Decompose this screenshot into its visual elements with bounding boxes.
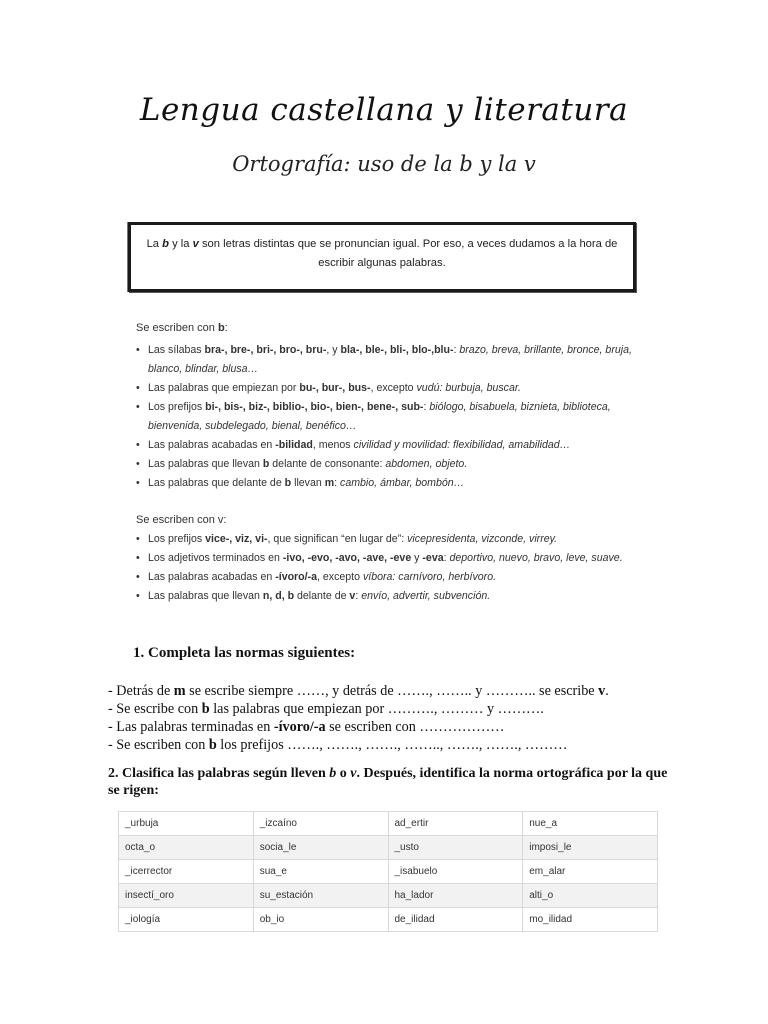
rule-text: : xyxy=(423,401,430,413)
rule-text: : xyxy=(355,590,362,602)
rule-keyword: bra-, bre-, bri-, bro-, bru- xyxy=(204,344,327,356)
rule-keyword: vice-, viz, vi- xyxy=(205,533,268,545)
line-text: - Se escribe con xyxy=(108,701,202,717)
word-table xyxy=(118,811,658,932)
rule-example: envío, advertir, subvención. xyxy=(361,590,491,602)
table-cell: octa_o xyxy=(119,836,254,860)
table-cell: su_estación xyxy=(253,884,388,908)
intro-box xyxy=(128,222,636,292)
line-text: - Se escriben con xyxy=(108,737,209,753)
rule-text: : xyxy=(334,477,341,489)
bullet-icon: • xyxy=(136,439,140,451)
rule-item xyxy=(132,587,632,606)
rule-text: Las sílabas xyxy=(148,344,205,356)
table-cell: socia_le xyxy=(253,836,388,860)
rule-keyword: b xyxy=(284,477,292,489)
line-text: se escribe siempre ……, y detrás de ……., …….. y ……….. se escribe xyxy=(185,683,599,699)
rule-text: , y xyxy=(326,344,341,356)
bullet-icon: • xyxy=(136,477,140,489)
rule-keyword: bla-, ble-, bli-, blo-,blu- xyxy=(340,344,454,356)
table-cell: alti_o xyxy=(523,884,658,908)
rule-item xyxy=(132,549,632,568)
rule-text: Las palabras que empiezan por xyxy=(148,382,300,394)
table-cell: em_alar xyxy=(523,860,658,884)
rule-text: Los adjetivos terminados en xyxy=(148,552,283,564)
rule-text: : xyxy=(453,344,460,356)
rule-keyword: -eva xyxy=(422,552,444,564)
rule-text: Los prefijos xyxy=(148,533,206,545)
table-cell: _icerrector xyxy=(119,860,254,884)
rule-keyword: -bilidad xyxy=(275,439,313,451)
intro-text: La b y la v son letras distintas que se pronuncian igual. Por eso, a veces dudamos a la hora de escribir algunas palabras. xyxy=(146,238,618,269)
table-cell: ha_lador xyxy=(388,884,523,908)
line-text: - Detrás de xyxy=(108,683,174,699)
rule-item xyxy=(132,474,632,493)
bullet-icon: • xyxy=(136,590,140,602)
rule-item xyxy=(132,436,632,455)
table-cell: insectí_oro xyxy=(119,884,254,908)
rule-text: Las palabras acabadas en xyxy=(148,439,276,451)
rule-example: abdomen, objeto. xyxy=(385,458,468,470)
rule-text: Los prefijos xyxy=(148,401,206,413)
line-keyword: v xyxy=(598,683,606,699)
rule-keyword: -ivo, -evo, -avo, -ave, -eve xyxy=(282,552,412,564)
table-cell: sua_e xyxy=(253,860,388,884)
table-row xyxy=(119,812,658,836)
bullet-icon: • xyxy=(136,458,140,470)
exercise1-line xyxy=(108,700,668,718)
table-cell: imposi_le xyxy=(523,836,658,860)
bullet-icon: • xyxy=(136,401,140,413)
table-cell: nue_a xyxy=(523,812,658,836)
rule-text: , excepto xyxy=(317,571,363,583)
table-cell: _isabuelo xyxy=(388,860,523,884)
rule-text: Las palabras que llevan xyxy=(148,590,263,602)
line-text: los prefijos ……., ……., ……., …….., ……., ……., ……… xyxy=(216,737,568,753)
table-cell: _izcaíno xyxy=(253,812,388,836)
line-keyword: b xyxy=(201,701,210,717)
table-cell: ob_io xyxy=(253,908,388,932)
rule-item xyxy=(132,455,632,474)
rule-item xyxy=(132,398,632,436)
rule-text: llevan xyxy=(291,477,325,489)
line-text: se escriben con ……………… xyxy=(325,719,505,735)
rule-item xyxy=(132,530,632,549)
line-text: las palabras que empiezan por ………., ……… y ………. xyxy=(209,701,544,717)
rule-keyword: bi-, bis-, biz-, biblio-, bio-, bien-, bene-, sub- xyxy=(205,401,424,413)
rule-example: civilidad y movilidad: flexibilidad, amabilidad… xyxy=(353,439,571,451)
table-cell: _usto xyxy=(388,836,523,860)
rule-text: : xyxy=(443,552,450,564)
table-row xyxy=(119,908,658,932)
page-title: Lengua castellana y literatura xyxy=(139,92,629,128)
exercise1-line xyxy=(108,736,668,754)
exercise1-lines xyxy=(108,682,668,754)
table-cell: _iología xyxy=(119,908,254,932)
rule-keyword: v xyxy=(349,590,356,602)
table-row xyxy=(119,860,658,884)
exercise1-title: 1. Completa las normas siguientes: xyxy=(133,645,356,661)
line-keyword: -ívoro/-a xyxy=(273,719,326,735)
rule-example: deportivo, nuevo, bravo, leve, suave. xyxy=(449,552,623,564)
rule-keyword: m xyxy=(324,477,335,489)
rule-example: cambio, ámbar, bombón… xyxy=(340,477,465,489)
rule-text: delante de consonante: xyxy=(269,458,386,470)
rule-example: vicepresidenta, vizconde, virrey. xyxy=(407,533,558,545)
line-keyword: b xyxy=(208,737,217,753)
rule-example: brazo, breva, brillante, bronce, bruja, blanco, blindar, blusa… xyxy=(148,344,632,375)
rule-example: víbora: carnívoro, herbívoro. xyxy=(362,571,497,583)
rule-keyword: bu-, bur-, bus- xyxy=(299,382,371,394)
exercise1-line xyxy=(108,682,668,700)
bullet-icon: • xyxy=(136,382,140,394)
rule-text: Las palabras acabadas en xyxy=(148,571,276,583)
bullet-icon: • xyxy=(136,344,140,356)
section-v-heading: Se escriben con v: xyxy=(136,514,227,526)
rules-v-list xyxy=(132,530,632,606)
rule-text: Las palabras que llevan xyxy=(148,458,263,470)
exercise1-line xyxy=(108,718,668,736)
bullet-icon: • xyxy=(136,533,140,545)
bullet-icon: • xyxy=(136,552,140,564)
rule-keyword: -ívoro/-a xyxy=(275,571,318,583)
table-row xyxy=(119,836,658,860)
line-keyword: m xyxy=(173,683,186,699)
section-b-heading: Se escriben con b: xyxy=(136,322,228,334)
rule-item xyxy=(132,568,632,587)
rule-text: y xyxy=(411,552,423,564)
table-cell: de_ilidad xyxy=(388,908,523,932)
bullet-icon: • xyxy=(136,571,140,583)
page-subtitle: Ortografía: uso de la b y la v xyxy=(232,152,536,176)
line-text: - Las palabras terminadas en xyxy=(108,719,274,735)
table-cell: ad_ertir xyxy=(388,812,523,836)
rule-text: delante de xyxy=(294,590,350,602)
rule-text: , que significan “en lugar de”: xyxy=(267,533,408,545)
table-cell: _urbuja xyxy=(119,812,254,836)
rule-keyword: b xyxy=(262,458,270,470)
table-cell: mo_ilidad xyxy=(523,908,658,932)
rule-example: biólogo, bisabuela, biznieta, biblioteca, bienvenida, subdelegado, bienal, benéfico… xyxy=(148,401,611,432)
rule-text: , menos xyxy=(312,439,354,451)
rule-text: , excepto xyxy=(370,382,417,394)
table-row xyxy=(119,884,658,908)
rule-example: vudú: burbuja, buscar. xyxy=(416,382,521,394)
rule-item xyxy=(132,341,632,379)
rule-text: Las palabras que delante de xyxy=(148,477,285,489)
exercise2-title: 2. Clasifica las palabras según lleven b o v. Después, identifica la norma ortográfica por la que se rigen: xyxy=(108,766,668,798)
rule-item xyxy=(132,379,632,398)
line-text: . xyxy=(605,683,609,699)
rule-keyword: n, d, b xyxy=(262,590,295,602)
rules-b-list xyxy=(132,341,632,493)
